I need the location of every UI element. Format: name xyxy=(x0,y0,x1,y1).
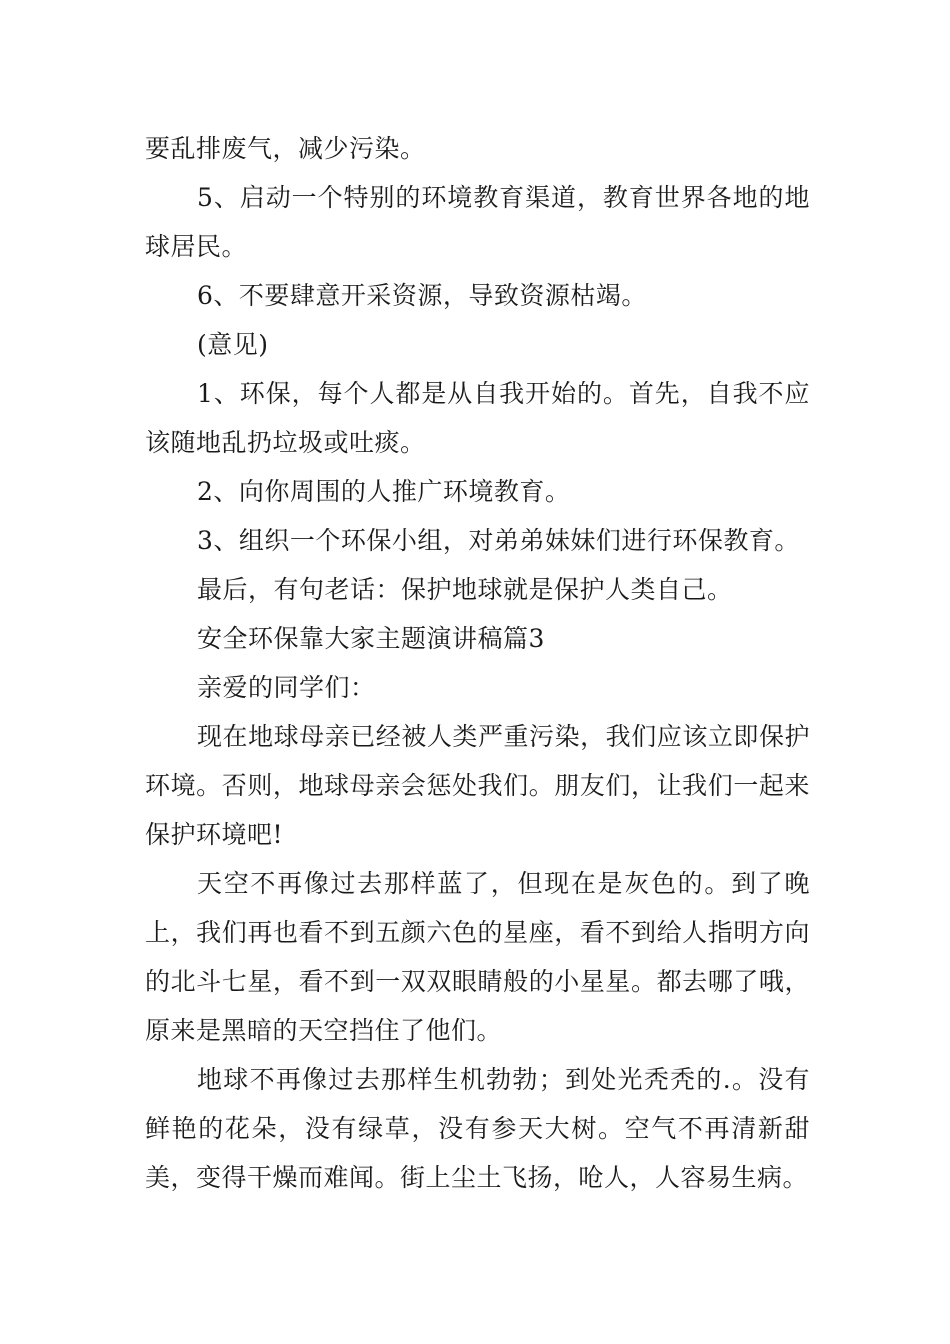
paragraph-opinion-3: 3、组织一个环保小组，对弟弟妹妹们进行环保教育。 xyxy=(197,526,800,555)
paragraph-body-2: 天空不再像过去那样蓝了，但现在是灰色的。到了晚上，我们再也看不到五颜六色的星座，看不到给人指明方向的北斗七星，看不到一双双眼睛般的小星星。都去哪了哦，原来是黑暗的天空挡住了他们。 xyxy=(145,869,810,1045)
paragraph-body-3: 地球不再像过去那样生机勃勃；到处光秃秃的.。没有鲜艳的花朵，没有绿草，没有参天大树。空气不再清新甜美，变得干燥而难闻。街上尘土飞扬，呛人，人容易生病。 xyxy=(145,1065,810,1192)
paragraph-body-1: 现在地球母亲已经被人类严重污染，我们应该立即保护环境。否则，地球母亲会惩处我们。朋友们，让我们一起来保护环境吧! xyxy=(145,722,810,849)
paragraph-continuation: 要乱排废气，减少污染。 xyxy=(145,134,426,163)
salutation: 亲爱的同学们： xyxy=(197,673,376,702)
section-heading-opinion: (意见) xyxy=(197,330,269,359)
paragraph-conclusion: 最后，有句老话：保护地球就是保护人类自己。 xyxy=(197,575,733,604)
paragraph-opinion-2: 2、向你周围的人推广环境教育。 xyxy=(197,477,571,506)
paragraph-item-5: 5、启动一个特别的环境教育渠道，教育世界各地的地球居民。 xyxy=(145,183,810,261)
paragraph-opinion-1: 1、环保，每个人都是从自我开始的。首先，自我不应该随地乱扔垃圾或吐痰。 xyxy=(145,379,810,457)
speech-title: 安全环保靠大家主题演讲稿篇3 xyxy=(197,624,545,653)
paragraph-item-6: 6、不要肆意开采资源，导致资源枯竭。 xyxy=(197,281,647,310)
document-body xyxy=(145,124,810,1202)
